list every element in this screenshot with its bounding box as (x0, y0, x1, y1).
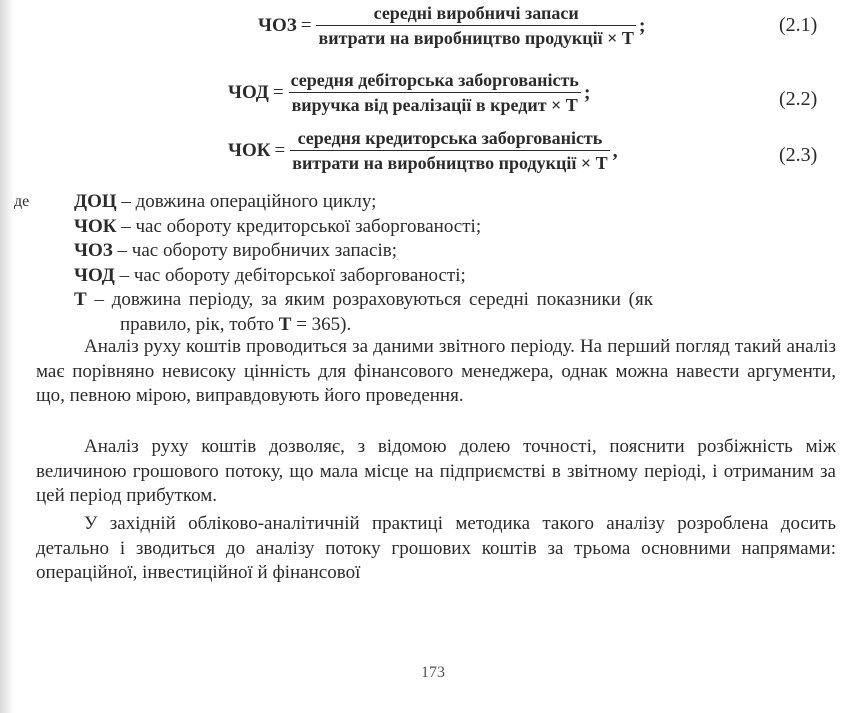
numerator: середня кредиторська заборгованість (297, 128, 603, 148)
definition-term: ЧОД (74, 264, 115, 286)
formula-2-3 (228, 129, 618, 172)
formula-punct: , (612, 139, 618, 162)
definition-text: – довжина періоду, за яким розраховуються середні показники (як (86, 289, 653, 310)
definition-item-t-continuation (120, 313, 838, 338)
fraction (316, 4, 635, 47)
definitions-intro: де (14, 193, 30, 210)
paragraph-2: Аналіз руху коштів дозволяє, з відомою долею точності, пояснити розбіжність між величиною грошового потоку, що мала місце на підприємстві в звітному періоді, і отриманим за цей період прибутком. (36, 436, 836, 506)
formula-punct: ; (638, 14, 646, 37)
definition-text: = 365). (291, 313, 352, 335)
definition-item (38, 215, 838, 240)
definition-term: ДОЦ (74, 191, 117, 212)
numerator: середня дебіторська заборгованість (290, 70, 579, 90)
denominator: витрати на виробництво продукції × Т (318, 28, 634, 49)
definition-term: Т (74, 289, 87, 310)
equals-sign: = (272, 82, 284, 104)
definition-item (38, 239, 838, 264)
formula-lhs: ЧОД (228, 82, 269, 104)
definition-text: – час обороту виробничих запасів; (112, 240, 398, 261)
denominator: витрати на виробництво продукції × Т (292, 153, 608, 174)
definition-term: ЧОК (74, 215, 117, 237)
definition-text: правило, рік, тобто (120, 313, 279, 335)
equation-number-2-3: (2.3) (779, 144, 818, 166)
equals-sign: = (274, 140, 286, 162)
definitions-list (14, 190, 838, 337)
numerator: середні виробничі запаси (373, 3, 579, 23)
definition-item (38, 264, 838, 289)
formula-punct: ; (583, 81, 591, 104)
denominator: виручка від реалізації в кредит × Т (291, 95, 578, 116)
page-edge-shadow (0, 0, 14, 713)
formula-2-1 (258, 4, 646, 47)
paragraph-1: Аналіз руху коштів проводиться за даними звітного періоду. На перший погляд такий аналіз має порівняно невисоку цінність для фінансового менеджера, однак можна навести аргументи, що, певною мірою, виправдовують його проведення. (36, 336, 836, 406)
definition-text: – час обороту дебіторської заборгованості; (114, 264, 466, 286)
equals-sign: = (300, 15, 312, 37)
formula-2-2 (228, 71, 590, 114)
formula-lhs: ЧОЗ (258, 15, 297, 37)
definition-item (14, 190, 838, 215)
definition-item-t (38, 288, 838, 313)
definition-term: ЧОЗ (74, 240, 113, 261)
fraction (290, 129, 609, 172)
definition-text: – довжина операційного циклу; (116, 191, 377, 212)
equation-number-2-2: (2.2) (779, 88, 818, 110)
formula-lhs: ЧОК (228, 140, 271, 162)
paragraph-3: У західній обліково-аналітичній практиці методика такого аналізу розроблена досить детально і зводиться до аналізу потоку грошових коштів за трьома основними напрямами: операційної, інвестиційної й фінансової (36, 513, 836, 583)
page-number: 173 (421, 664, 445, 681)
definition-term-inline: Т (278, 313, 292, 335)
equation-number-2-1: (2.1) (779, 14, 818, 36)
definition-text: – час обороту кредиторської заборгованості; (116, 215, 482, 237)
fraction (289, 71, 581, 114)
